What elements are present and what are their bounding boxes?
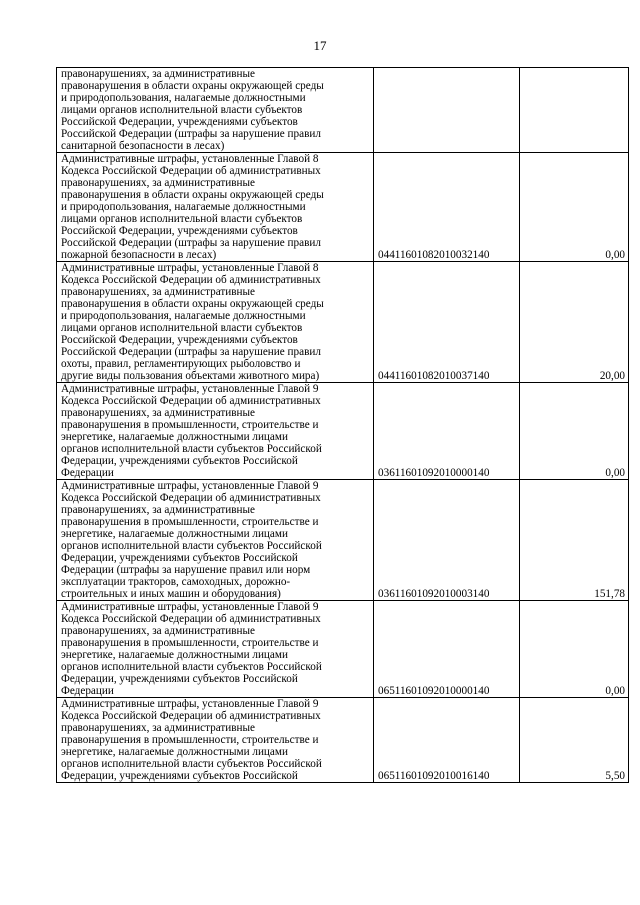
budget-code-cell — [374, 68, 520, 153]
amount-cell: 5,50 — [520, 698, 629, 783]
table-row — [57, 698, 629, 783]
amount-cell: 0,00 — [520, 601, 629, 698]
amount-cell — [520, 68, 629, 153]
budget-code-cell: 06511601092010016140 — [374, 698, 520, 783]
revenue-name-cell: Административные штрафы, установленные Главой 9 Кодекса Российской Федерации об административных правонарушениях, за административные правонарушения в промышленности, строительстве и энергетике, налагаемые должностными лицами органов исполнительной власти субъектов Российской Федерации, учреждениями субъектов Российской Федерации (штрафы за нарушение правил или норм эксплуатации тракторов, самоходных, дорожно- строительных и иных машин и оборудования) — [57, 480, 374, 601]
revenue-name-cell: Административные штрафы, установленные Главой 9 Кодекса Российской Федерации об административных правонарушениях, за административные правонарушения в промышленности, строительстве и энергетике, налагаемые должностными лицами органов исполнительной власти субъектов Российской Федерации, учреждениями субъектов Российской Федерации — [57, 383, 374, 480]
budget-code-cell: 06511601092010000140 — [374, 601, 520, 698]
table-row — [57, 601, 629, 698]
revenue-name-cell: Административные штрафы, установленные Главой 8 Кодекса Российской Федерации об административных правонарушениях, за административные правонарушения в области охраны окружающей среды и природопользования, налагаемые должностными лицами органов исполнительной власти субъектов Российской Федерации, учреждениями субъектов Российской Федерации (штрафы за нарушение правил охоты, правил, регламентирующих рыболовство и другие виды пользования объектами животного мира) — [57, 262, 374, 383]
amount-cell: 0,00 — [520, 153, 629, 262]
budget-code-cell: 04411601082010032140 — [374, 153, 520, 262]
budget-code-cell: 03611601092010000140 — [374, 383, 520, 480]
table-row — [57, 383, 629, 480]
table-row — [57, 153, 629, 262]
table-row — [57, 262, 629, 383]
page-number: 17 — [313, 38, 327, 53]
revenue-name-cell: правонарушениях, за административные правонарушения в области охраны окружающей среды и природопользования, налагаемые должностными лицами органов исполнительной власти субъектов Российской Федерации, учреждениями субъектов Российской Федерации (штрафы за нарушение правил санитарной безопасности в лесах) — [57, 68, 374, 153]
amount-cell: 0,00 — [520, 383, 629, 480]
revenue-table — [56, 67, 629, 783]
table-row — [57, 68, 629, 153]
amount-cell: 20,00 — [520, 262, 629, 383]
budget-code-cell: 04411601082010037140 — [374, 262, 520, 383]
budget-code-cell: 03611601092010003140 — [374, 480, 520, 601]
amount-cell: 151,78 — [520, 480, 629, 601]
table-row — [57, 480, 629, 601]
revenue-name-cell: Административные штрафы, установленные Главой 9 Кодекса Российской Федерации об административных правонарушениях, за административные правонарушения в промышленности, строительстве и энергетике, налагаемые должностными лицами органов исполнительной власти субъектов Российской Федерации, учреждениями субъектов Российской — [57, 698, 374, 783]
revenue-name-cell: Административные штрафы, установленные Главой 9 Кодекса Российской Федерации об административных правонарушениях, за административные правонарушения в промышленности, строительстве и энергетике, налагаемые должностными лицами органов исполнительной власти субъектов Российской Федерации, учреждениями субъектов Российской Федерации — [57, 601, 374, 698]
revenue-name-cell: Административные штрафы, установленные Главой 8 Кодекса Российской Федерации об административных правонарушениях, за административные правонарушения в области охраны окружающей среды и природопользования, налагаемые должностными лицами органов исполнительной власти субъектов Российской Федерации, учреждениями субъектов Российской Федерации (штрафы за нарушение правил пожарной безопасности в лесах) — [57, 153, 374, 262]
